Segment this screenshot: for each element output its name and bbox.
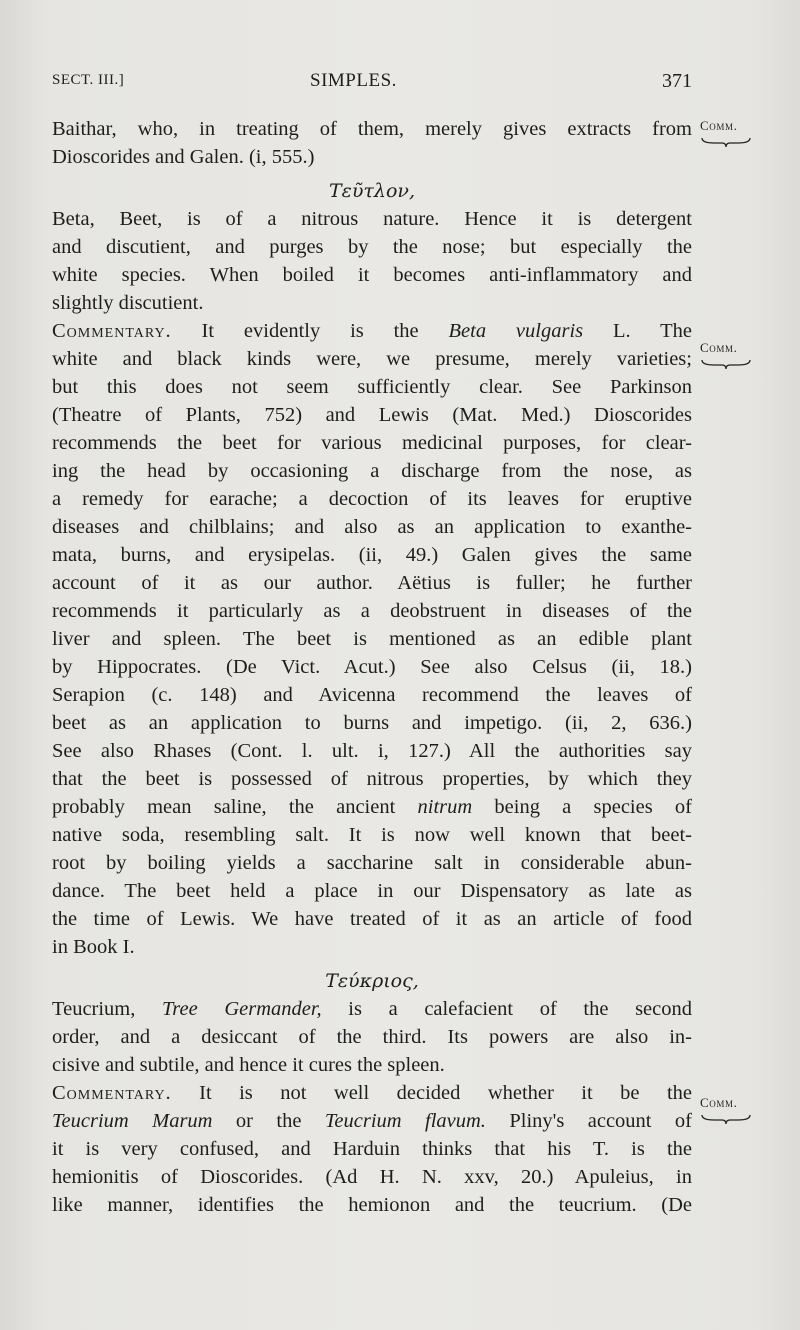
page-number: 371 [662,70,692,92]
text-line: dance. The beet held a place in our Dispensatory as late as [52,880,692,902]
greek-heading: Τεύκριος, [325,970,419,992]
text-span: being a species of [472,796,692,818]
brace-icon [700,136,752,148]
text-span: It evidently is the [171,320,449,342]
text-line: and discutient, and purges by the nose; but especially the [52,236,692,258]
text-line: slightly discutient. [52,292,204,314]
running-header [52,70,692,98]
text-span: or the [212,1110,325,1132]
brace-icon [700,358,752,370]
text-line: in Book I. [52,936,135,958]
commentary-label: Commentary. [52,1082,172,1104]
margin-note-comm [700,118,764,148]
text-line: liver and spleen. The beet is mentioned as an edible plant [52,628,692,650]
text-line: native soda, resembling salt. It is now well known that beet- [52,824,692,846]
text-line: Serapion (c. 148) and Avicenna recommend the leaves of [52,684,692,706]
text-line: recommends the beet for various medicinal purposes, for clear- [52,432,692,454]
body-text [52,115,692,1219]
text-line: See also Rhases (Cont. l. ult. i, 127.) All the authorities say [52,740,692,762]
italic-term: Teucrium flavum. [324,1110,486,1132]
margin-note-label: Comm. [700,118,738,133]
text-line: Beta, Beet, is of a nitrous nature. Hence it is detergent [52,208,692,230]
text-line: Dioscorides and Galen. (i, 555.) [52,146,315,168]
text-line [52,317,692,345]
text-line: a remedy for earache; a decoction of its leaves for eruptive [52,488,692,510]
text-line: cisive and subtile, and hence it cures the spleen. [52,1054,445,1076]
text-line: like manner, identifies the hemionon and the teucrium. (De [52,1194,692,1216]
text-span: L. The [583,320,692,342]
text-line: white species. When boiled it becomes anti-inflammatory and [52,264,692,286]
text-line: beet as an application to burns and impetigo. (ii, 2, 636.) [52,712,692,734]
text-span: Teucrium, [52,998,163,1020]
text-line: white and black kinds were, we presume, merely varieties; [52,348,692,370]
text-line: account of it as our author. Aëtius is fuller; he further [52,572,692,594]
margin-note-label: Comm. [700,340,738,355]
italic-term: Beta vulgaris [448,320,584,342]
italic-term: Tree Germander, [162,998,322,1020]
section-heading [52,967,692,995]
greek-heading: Τεῦτλον, [328,180,415,202]
commentary-label: Commentary. [52,320,172,342]
margin-note-label: Comm. [700,1095,738,1110]
margin-note-comm [700,1095,764,1125]
text-line: diseases and chilblains; and also as an application to exanthe- [52,516,692,538]
margin-note-comm [700,340,764,370]
italic-term: Teucrium Marum [52,1110,213,1132]
text-line: recommends it particularly as a deobstruent in diseases of the [52,600,692,622]
page-title: SIMPLES. [310,70,397,91]
text-span: is a calefacient of the second [321,998,692,1020]
text-line: root by boiling yields a saccharine salt in considerable abun- [52,852,692,874]
text-line: by Hippocrates. (De Vict. Acut.) See also Celsus (ii, 18.) [52,656,692,678]
text-line: ing the head by occasioning a discharge from the nose, as [52,460,692,482]
section-label: SECT. III.] [52,72,125,88]
text-line [52,1107,692,1135]
text-line: the time of Lewis. We have treated of it as an article of food [52,908,692,930]
section-heading [52,177,692,205]
text-line: hemionitis of Dioscorides. (Ad H. N. xxv, 20.) Apuleius, in [52,1166,692,1188]
text-span: It is not well decided whether it be the [171,1082,692,1104]
text-line: mata, burns, and erysipelas. (ii, 49.) Galen gives the same [52,544,692,566]
text-span: probably mean saline, the ancient [52,796,418,818]
brace-icon [700,1113,752,1125]
text-line: Baithar, who, in treating of them, merely gives extracts from [52,118,692,140]
text-line: it is very confused, and Harduin thinks that his T. is the [52,1138,692,1160]
text-line: but this does not seem sufficiently clear. See Parkinson [52,376,692,398]
text-line: that the beet is possessed of nitrous properties, by which they [52,768,692,790]
text-line: order, and a desiccant of the third. Its powers are also in- [52,1026,692,1048]
text-line [52,1079,692,1107]
text-line [52,793,692,821]
italic-term: nitrum [417,796,473,818]
text-span: Pliny's account of [485,1110,692,1132]
text-line [52,995,692,1023]
text-line: (Theatre of Plants, 752) and Lewis (Mat. Med.) Dioscorides [52,404,692,426]
